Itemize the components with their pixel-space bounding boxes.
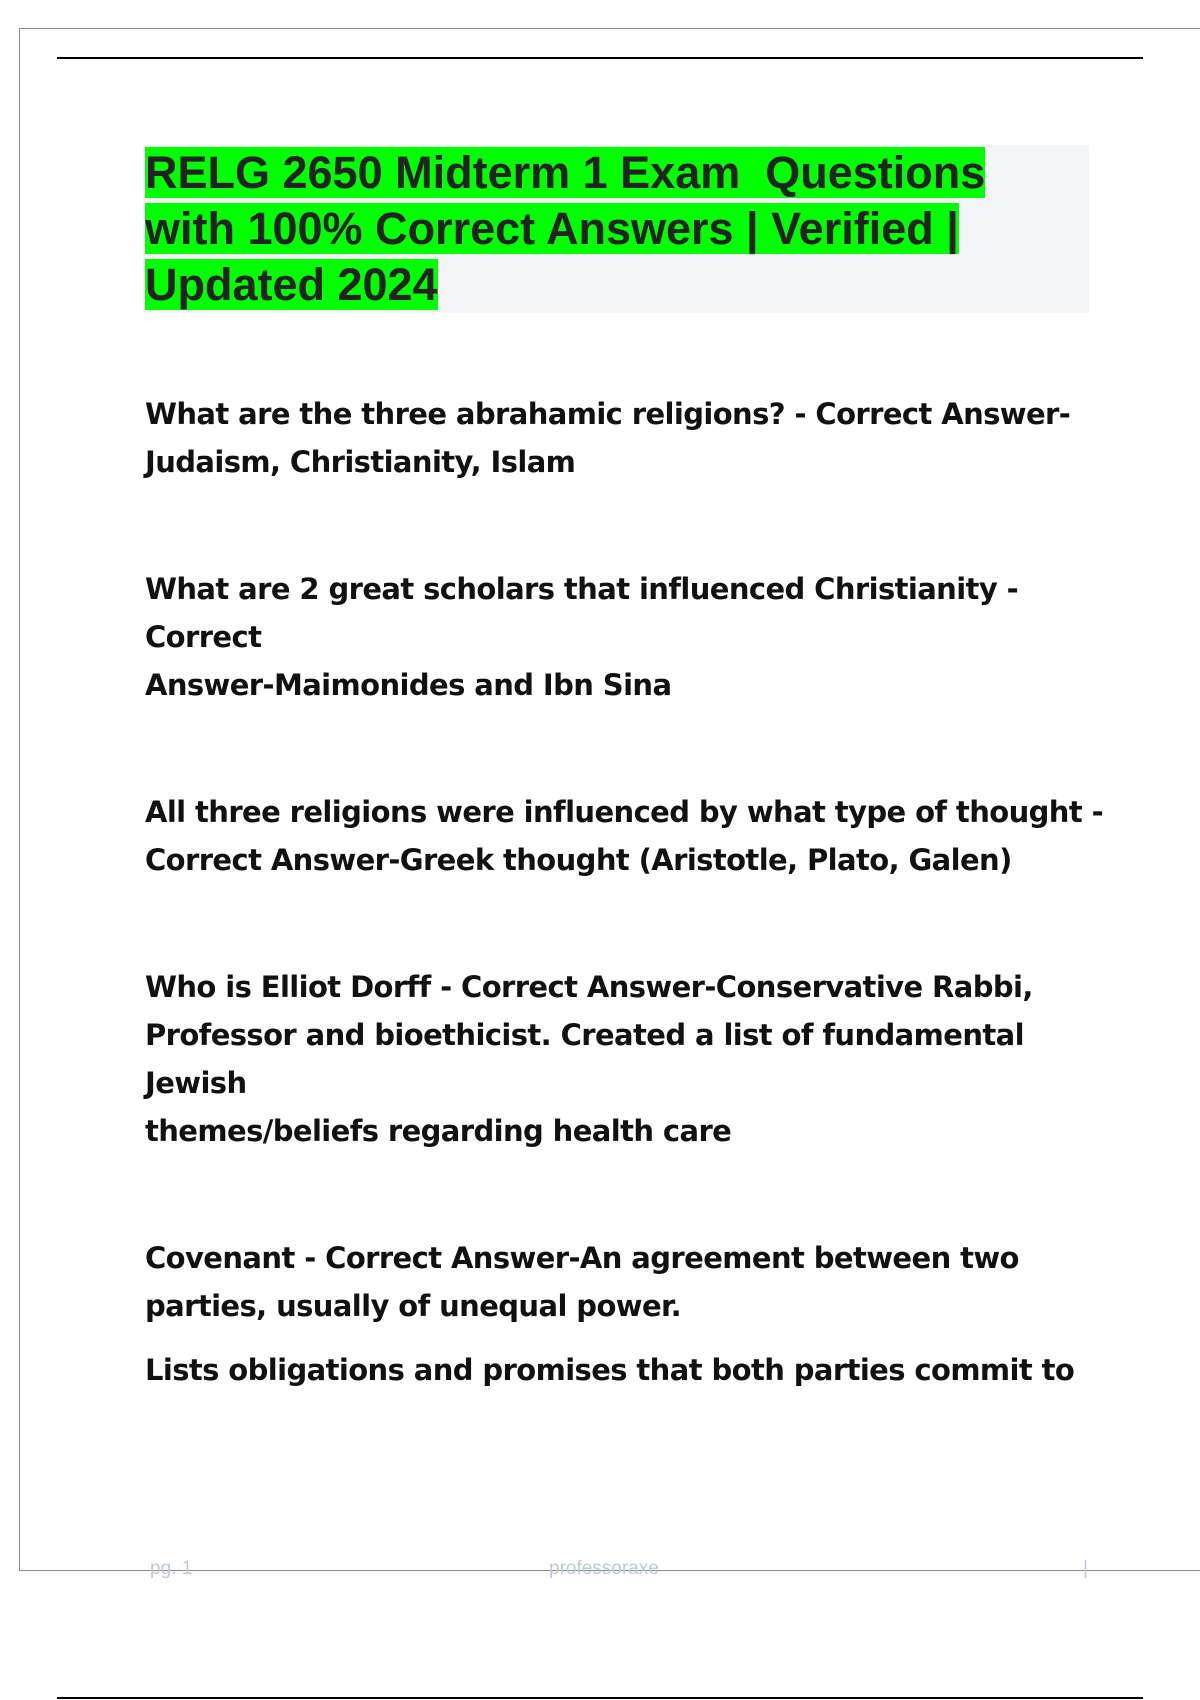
title-line-3: Updated 2024 xyxy=(145,259,438,310)
qa-line: What are the three abrahamic religions? - Correct Answer- xyxy=(145,397,1071,431)
qa-line: Answer-Maimonides and Ibn Sina xyxy=(145,668,672,702)
qa-list xyxy=(145,390,1105,1394)
footer-separator: | xyxy=(1083,1558,1088,1579)
qa-entry-abrahamic-religions xyxy=(145,390,1105,486)
title-line-1: RELG 2650 Midterm 1 Exam Questions xyxy=(145,147,986,198)
qa-entry-covenant-continued xyxy=(145,1346,1105,1394)
qa-entry-elliot-dorff xyxy=(145,963,1105,1155)
qa-line: Lists obligations and promises that both parties commit to xyxy=(145,1353,1075,1387)
qa-line: Professor and bioethicist. Created a list of fundamental Jewish xyxy=(145,1018,1024,1100)
page-footer xyxy=(0,1558,1200,1588)
qa-line: parties, usually of unequal power. xyxy=(145,1289,682,1323)
qa-line: Correct Answer-Greek thought (Aristotle, Plato, Galen) xyxy=(145,843,1012,877)
document-title xyxy=(145,145,1065,313)
top-rule xyxy=(57,57,1143,59)
qa-line: themes/beliefs regarding health care xyxy=(145,1114,732,1148)
qa-line: All three religions were influenced by what type of thought - xyxy=(145,795,1104,829)
bottom-rule xyxy=(57,1697,1143,1699)
qa-entry-type-of-thought xyxy=(145,788,1105,884)
qa-line: Judaism, Christianity, Islam xyxy=(145,445,576,479)
title-line-2: with 100% Correct Answers | Verified | xyxy=(145,203,959,254)
qa-line: Covenant - Correct Answer-An agreement between two xyxy=(145,1241,1019,1275)
qa-entry-covenant xyxy=(145,1234,1105,1330)
footer-brand: professoraxe xyxy=(549,1558,659,1579)
qa-entry-great-scholars xyxy=(145,565,1105,709)
qa-line: Who is Elliot Dorff - Correct Answer-Conservative Rabbi, xyxy=(145,970,1033,1004)
footer-page-number: pg. 1 xyxy=(150,1558,193,1579)
qa-line: What are 2 great scholars that influenced Christianity - Correct xyxy=(145,572,1019,654)
